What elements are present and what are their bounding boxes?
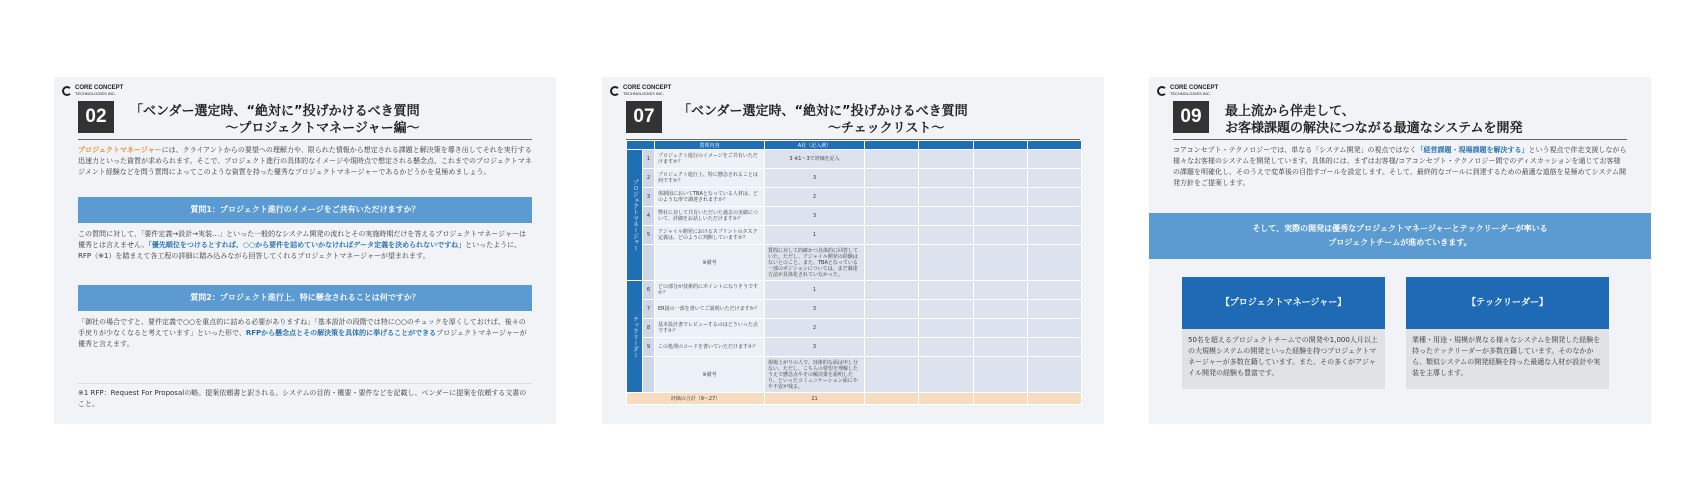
- answer-2-text-end: プロジェクトマネージャーが優秀と言えます。: [78, 329, 527, 348]
- logo-sub: TECHNOLOGIES INC.: [75, 91, 116, 96]
- intro-text: には、クライアントからの要望への理解力や、限られた情報から想定される課題と解決策を導き出してそれを実行する迅速力といった資質が求められます。そこで、プロジェクト進行の具体的なイメージや現時点で想定される懸念点、これまでのプロジェクトマネジメント経験などを問う質問によってこのような資質を持った優秀なプロジェクトマネージャーであるかどうかを見極めましょう。: [78, 146, 532, 176]
- row-score: 3: [765, 207, 865, 226]
- card-title: 【テックリーダー】: [1406, 277, 1609, 329]
- remark-text: 質問に対して的確かつ具体的に回答していた。ただし、アジャイル開発の経験はないとのこと。また、TBAとなっている一部のポジションについては、まだ調達方法が具体化されていなかった。: [765, 245, 865, 281]
- slide-title: [678, 103, 968, 137]
- title-line-2: 〜チェックリスト〜: [828, 121, 945, 136]
- card-body: 業種・用途・規模が異なる様々なシステムを開発した経験を持ったテックリーダーが多数在籍しています。そのなかから、類似システムの開発経験を持った最適な人材が設計や実装を主導します。: [1412, 336, 1601, 377]
- question-2-bar: 質問2：プロジェクト進行上、特に懸念されることは何ですか？: [78, 285, 532, 311]
- row-number: 3: [643, 188, 655, 207]
- answer-1-paragraph: [78, 229, 532, 262]
- row-score: 1: [765, 281, 865, 300]
- row-score: 1: [765, 226, 865, 245]
- title-line-1: 「ベンダー選定時、“絶対に”投げかけるべき質問: [678, 104, 968, 119]
- logo-sub: TECHNOLOGIES INC.: [623, 91, 664, 96]
- row-question: プロジェクト進行上、特に懸念されることは何ですか？: [655, 169, 765, 188]
- question-1-bar: 質問1：プロジェクト進行のイメージをご共有いただけますか？: [78, 197, 532, 223]
- title-divider: [78, 139, 532, 140]
- header-question: 質問内容: [655, 141, 765, 150]
- slide-checklist: [602, 77, 1104, 424]
- slide-number: 02: [78, 101, 114, 133]
- logo-icon: [1157, 86, 1167, 96]
- table-row: [627, 226, 1082, 245]
- total-label: 評価の合計（9〜27）: [627, 393, 765, 405]
- table-row: [627, 188, 1082, 207]
- table-row: [627, 319, 1082, 338]
- row-number: 4: [643, 207, 655, 226]
- company-logo: [610, 85, 671, 97]
- row-question: この処理のコードを書いていただけますか？: [655, 338, 765, 357]
- logo-sub: TECHNOLOGIES INC.: [1170, 91, 1211, 96]
- answer-1-text: この質問に対して、「要件定義→設計→実装…」といった一般的なシステム開発の流れとその実施時期だけを答えるプロジェクトマネージャーは優秀とは言えません。: [78, 230, 526, 249]
- row-number: 5: [643, 226, 655, 245]
- row-score: 3 ※1〜3で評価を記入: [765, 150, 865, 169]
- row-number: 7: [643, 300, 655, 319]
- table-row: [627, 338, 1082, 357]
- title-line-1: 「ベンダー選定時、“絶対に”投げかけるべき質問: [130, 104, 420, 119]
- logo-name: CORE CONCEPT: [75, 85, 124, 91]
- slide-number: 07: [626, 101, 662, 133]
- row-question: 弊社に対して共有いただいた過去の実績について、詳細をお話しいただけますか？: [655, 207, 765, 226]
- row-question: どの部分が技術的にポイントになりそうですか？: [655, 281, 765, 300]
- row-score: 3: [765, 338, 865, 357]
- group-label-tech: テックリーダー: [627, 281, 643, 393]
- band-line-2: プロジェクトチームが進めていきます。: [1328, 238, 1472, 247]
- answer-2-text: 「御社の場合ですと、要件定義で○○を重点的に詰める必要がありますね」「基本設計の段階では特に○○のチェックを厚くしておけば、後々の手戻りが少なくなると考えています」といった形で、: [78, 318, 526, 337]
- card-body: 50名を超えるプロジェクトチームでの開発や1,000人月以上の大規模システムの開発といった経験を持つプロジェクトマネージャーが多数在籍しています。また、その多くがアジャイル開発の経験も豊富です。: [1188, 336, 1378, 377]
- table-row: [627, 150, 1082, 169]
- slide-number: 09: [1173, 101, 1209, 133]
- header-company-a: A社（記入例）: [765, 141, 865, 150]
- intro-paragraph: [1173, 145, 1627, 189]
- row-score: 2: [765, 188, 865, 207]
- row-number: 6: [643, 281, 655, 300]
- title-line-1: 最上流から伴走して、: [1225, 104, 1355, 119]
- row-number: 9: [643, 338, 655, 357]
- row-question: ER図の一部を書いてご説明いただけますか？: [655, 300, 765, 319]
- title-line-2: 〜プロジェクトマネージャー編〜: [225, 121, 420, 136]
- table-row-remark: [627, 245, 1082, 281]
- remark-label: ※備考: [655, 357, 765, 393]
- total-value: 21: [765, 393, 865, 405]
- table-row-remark: [627, 357, 1082, 393]
- intro-highlight: 「経営課題・現場課題を解決する」: [1416, 146, 1529, 154]
- table-row: [627, 169, 1082, 188]
- answer-1-text-end: といったように、RFP（※1）を踏まえて各工程の詳細に踏み込みながら回答してくれるプロジェクトマネージャーが望まれます。: [78, 241, 522, 260]
- answer-1-highlight: 「優先順位をつけるとすれば、○○から要件を詰めていかなければデータ定義を決められないですね」: [148, 241, 466, 249]
- intro-text: コアコンセプト・テクノロジーでは、単なる「システム開発」の視点ではなく: [1173, 146, 1417, 154]
- group-label-pm: プロジェクトマネージャー: [627, 150, 643, 281]
- team-band: [1149, 213, 1651, 259]
- company-logo: [62, 85, 123, 97]
- title-divider: [1173, 139, 1627, 140]
- remark-text: 現場上がりの人で、技術的な面は申し分ない。ただし、こちらの要望を理解したうえで懸念点やその解決策を説明したり、といったコミュニケーション面にやや不安が残る。: [765, 357, 865, 393]
- logo-name: CORE CONCEPT: [1170, 85, 1219, 91]
- card-tech-leader: [1406, 277, 1609, 389]
- table-row: [627, 207, 1082, 226]
- table-header-row: [627, 141, 1082, 150]
- intro-paragraph: [78, 145, 532, 178]
- footnote: ※1 RFP：Request For Proposalの略。提案依頼書と訳される。システムの目的・概要・要件などを記載し、ベンダーに提案を依頼する文書のこと。: [78, 383, 532, 410]
- logo-icon: [610, 86, 620, 96]
- slide-team: [1149, 77, 1651, 424]
- slide-project-manager: [54, 77, 556, 424]
- intro-highlight: プロジェクトマネージャー: [78, 146, 162, 154]
- table-row: [627, 300, 1082, 319]
- band-line-1: そして、実際の開発は優秀なプロジェクトマネージャーとテックリーダーが率いる: [1252, 224, 1548, 233]
- title-line-2: お客様課題の解決につながる最適なシステムを開発: [1225, 121, 1523, 136]
- row-question: アジャイル開発におけるスプリントのタスク定義は、どのように判断していますか？: [655, 226, 765, 245]
- logo-name: CORE CONCEPT: [623, 85, 672, 91]
- row-number: 2: [643, 169, 655, 188]
- slide-title: [130, 103, 420, 137]
- intro-text-end: という視点で伴走支援しながら様々なお客様のシステムを開発しています。具体的には、まずはお客様/コアコンセプト・テクノロジー間でのディスカッションを通じてお客様の課題を明確化し、そのうえで変革後の目指すゴールを設定します。そして、最終的なゴールに到達するための最適な道筋を見極めてシステム開発方針をご提案します。: [1173, 146, 1627, 187]
- table-row-total: [627, 393, 1082, 405]
- row-number: 8: [643, 319, 655, 338]
- answer-2-paragraph: [78, 317, 532, 350]
- row-score: 2: [765, 319, 865, 338]
- card-title: 【プロジェクトマネージャー】: [1182, 277, 1385, 329]
- row-question: 体制図においてTBAとなっている人材は、どのような形で調達されますか？: [655, 188, 765, 207]
- slide-title: [1225, 103, 1522, 137]
- table-row: [627, 281, 1082, 300]
- remark-label: ※備考: [655, 245, 765, 281]
- logo-icon: [62, 86, 72, 96]
- company-logo: [1157, 85, 1218, 97]
- card-project-manager: [1182, 277, 1385, 389]
- answer-2-highlight: RFPから懸念点とその解決策を具体的に挙げることができる: [245, 329, 437, 337]
- row-score: 3: [765, 300, 865, 319]
- row-question: 基本設計書でレビューするのはどういった点ですか？: [655, 319, 765, 338]
- row-question: プロジェクト進行のイメージをご共有いただけますか？: [655, 150, 765, 169]
- row-score: 3: [765, 169, 865, 188]
- row-number: 1: [643, 150, 655, 169]
- checklist-table: [626, 140, 1082, 405]
